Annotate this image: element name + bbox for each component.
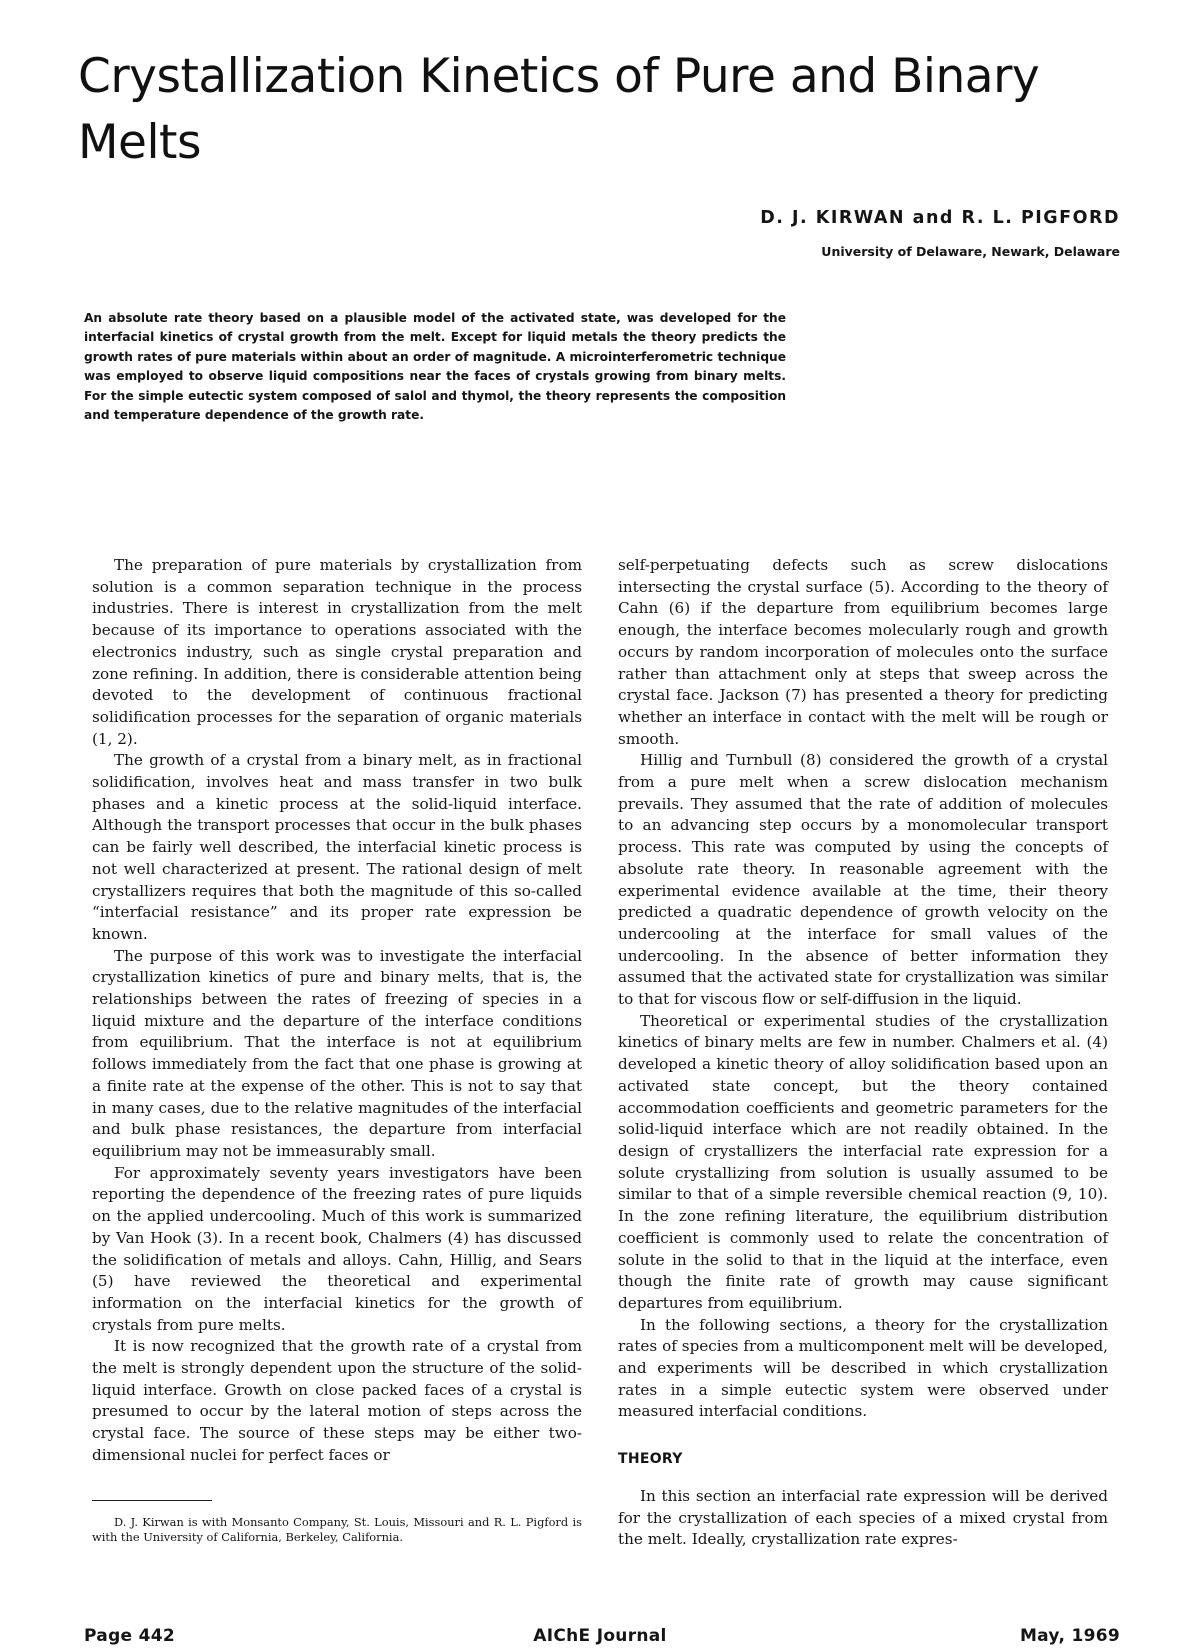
author-footnote: D. J. Kirwan is with Monsanto Company, St. Louis, Missouri and R. L. Pigford is with the University of California, Berkeley, California.: [92, 1515, 582, 1544]
section-heading-theory: THEORY: [618, 1451, 683, 1468]
body-paragraph: It is now recognized that the growth rate of a crystal from the melt is strongly dependent upon the structure of the solid-liquid interface. Growth on close packed faces of a crystal is presumed to occur by the lateral motion of steps across the crystal face. The source of these steps may be either two-dimensional nuclei for perfect faces or: [92, 1337, 582, 1464]
body-paragraph: In the following sections, a theory for the crystallization rates of species from a multicomponent melt will be developed, and experiments will be described in which crystallization rates in a simple eutectic system were observed under measured interfacial conditions.: [618, 1315, 1108, 1421]
right-column: [618, 555, 1108, 1551]
article-title: Crystallization Kinetics of Pure and Binary Melts: [78, 49, 1040, 170]
body-paragraph: For approximately seventy years investigators have been reporting the dependence of the freezing rates of pure liquids on the applied undercooling. Much of this work is summarized by Van Hook (3). In a recent book, Chalmers (4) has discussed the solidification of metals and alloys. Cahn, Hillig, and Sears (5) have reviewed the theoretical and experimental information on the interfacial kinetics for the growth of crystals from pure melts.: [92, 1163, 582, 1334]
footnote-divider: [92, 1500, 212, 1501]
page-number: Page 442: [84, 1626, 175, 1646]
author-affiliation: University of Delaware, Newark, Delaware: [821, 244, 1120, 259]
issue-date: May, 1969: [1019, 1626, 1120, 1646]
body-paragraph: In this section an interfacial rate expression will be derived for the crystallization of each species of a mixed crystal from the melt. Ideally, crystallization rate expres-: [618, 1486, 1108, 1549]
body-paragraph-continued: self-perpetuating defects such as screw dislocations intersecting the crystal surface (5). According to the theory of Cahn (6) if the departure from equilibrium becomes large enough, the interface becomes molecularly rough and growth occurs by random incorporation of molecules onto the surface rather than attachment only at steps that sweep across the crystal face. Jackson (7) has presented a theory for predicting whether an interface in contact with the melt will be rough or smooth.: [618, 556, 1108, 748]
journal-name: AIChE Journal: [533, 1626, 667, 1646]
abstract: An absolute rate theory based on a plausible model of the activated state, was developed for the interfacial kinetics of crystal growth from the melt. Except for liquid metals the theory predicts the growth rates of pure materials within about an order of magnitude. A microinterferometric technique was employed to observe liquid compositions near the faces of crystals growing from binary melts. For the simple eutectic system composed of salol and thymol, the theory represents the composition and temperature dependence of the growth rate.: [84, 311, 786, 423]
article-authors: D. J. KIRWAN and R. L. PIGFORD: [760, 208, 1120, 228]
body-paragraph: The purpose of this work was to investigate the interfacial crystallization kinetics of pure and binary melts, that is, the relationships between the rates of freezing of species in a liquid mixture and the departure of the interface conditions from equilibrium. That the interface is not at equilibrium follows immediately from the fact that one phase is growing at a finite rate at the expense of the other. This is not to say that in many cases, due to the relative magnitudes of the interfacial and bulk phase resistances, the departure from interfacial equilibrium may not be immeasurably small.: [92, 946, 582, 1160]
left-column: [92, 555, 582, 1467]
body-paragraph: Theoretical or experimental studies of the crystallization kinetics of binary melts are few in number. Chalmers et al. (4) developed a kinetic theory of alloy solidification based upon an activated state concept, but the theory contained accommodation coefficients and geometric parameters for the solid-liquid interface which are not readily obtained. In the design of crystallizers the interfacial rate expression for a solute crystallizing from solution is usually assumed to be similar to that of a simple reversible chemical reaction (9, 10). In the zone refining literature, the equilibrium distribution coefficient is commonly used to relate the concentration of solute in the solid to that in the liquid at the interface, even though the finite rate of growth may cause significant departures from equilibrium.: [618, 1011, 1108, 1312]
body-paragraph: The growth of a crystal from a binary melt, as in fractional solidification, involves heat and mass transfer in two bulk phases and a kinetic process at the solid-liquid interface. Although the transport processes that occur in the bulk phases can be fairly well described, the interfacial kinetic process is not well characterized at present. The rational design of melt crystallizers requires that both the magnitude of this so-called “interfacial resistance” and its proper rate expression be known.: [92, 751, 582, 943]
body-paragraph: The preparation of pure materials by crystallization from solution is a common separation technique in the process industries. There is interest in crystallization from the melt because of its importance to operations associated with the electronics industry, such as single crystal preparation and zone refining. In addition, there is considerable attention being devoted to the development of continuous fractional solidification processes for the separation of organic materials (1, 2).: [92, 556, 582, 748]
body-paragraph: Hillig and Turnbull (8) considered the growth of a crystal from a pure melt when a screw dislocation mechanism prevails. They assumed that the rate of addition of molecules to an advancing step occurs by a monomolecular transport process. This rate was computed by using the concepts of absolute rate theory. In reasonable agreement with the experimental evidence available at the time, their theory predicted a quadratic dependence of growth velocity on the undercooling at the interface for small values of the undercooling. In the absence of better information they assumed that the activated state for crystallization was similar to that for viscous flow or self-diffusion in the liquid.: [618, 751, 1108, 1009]
